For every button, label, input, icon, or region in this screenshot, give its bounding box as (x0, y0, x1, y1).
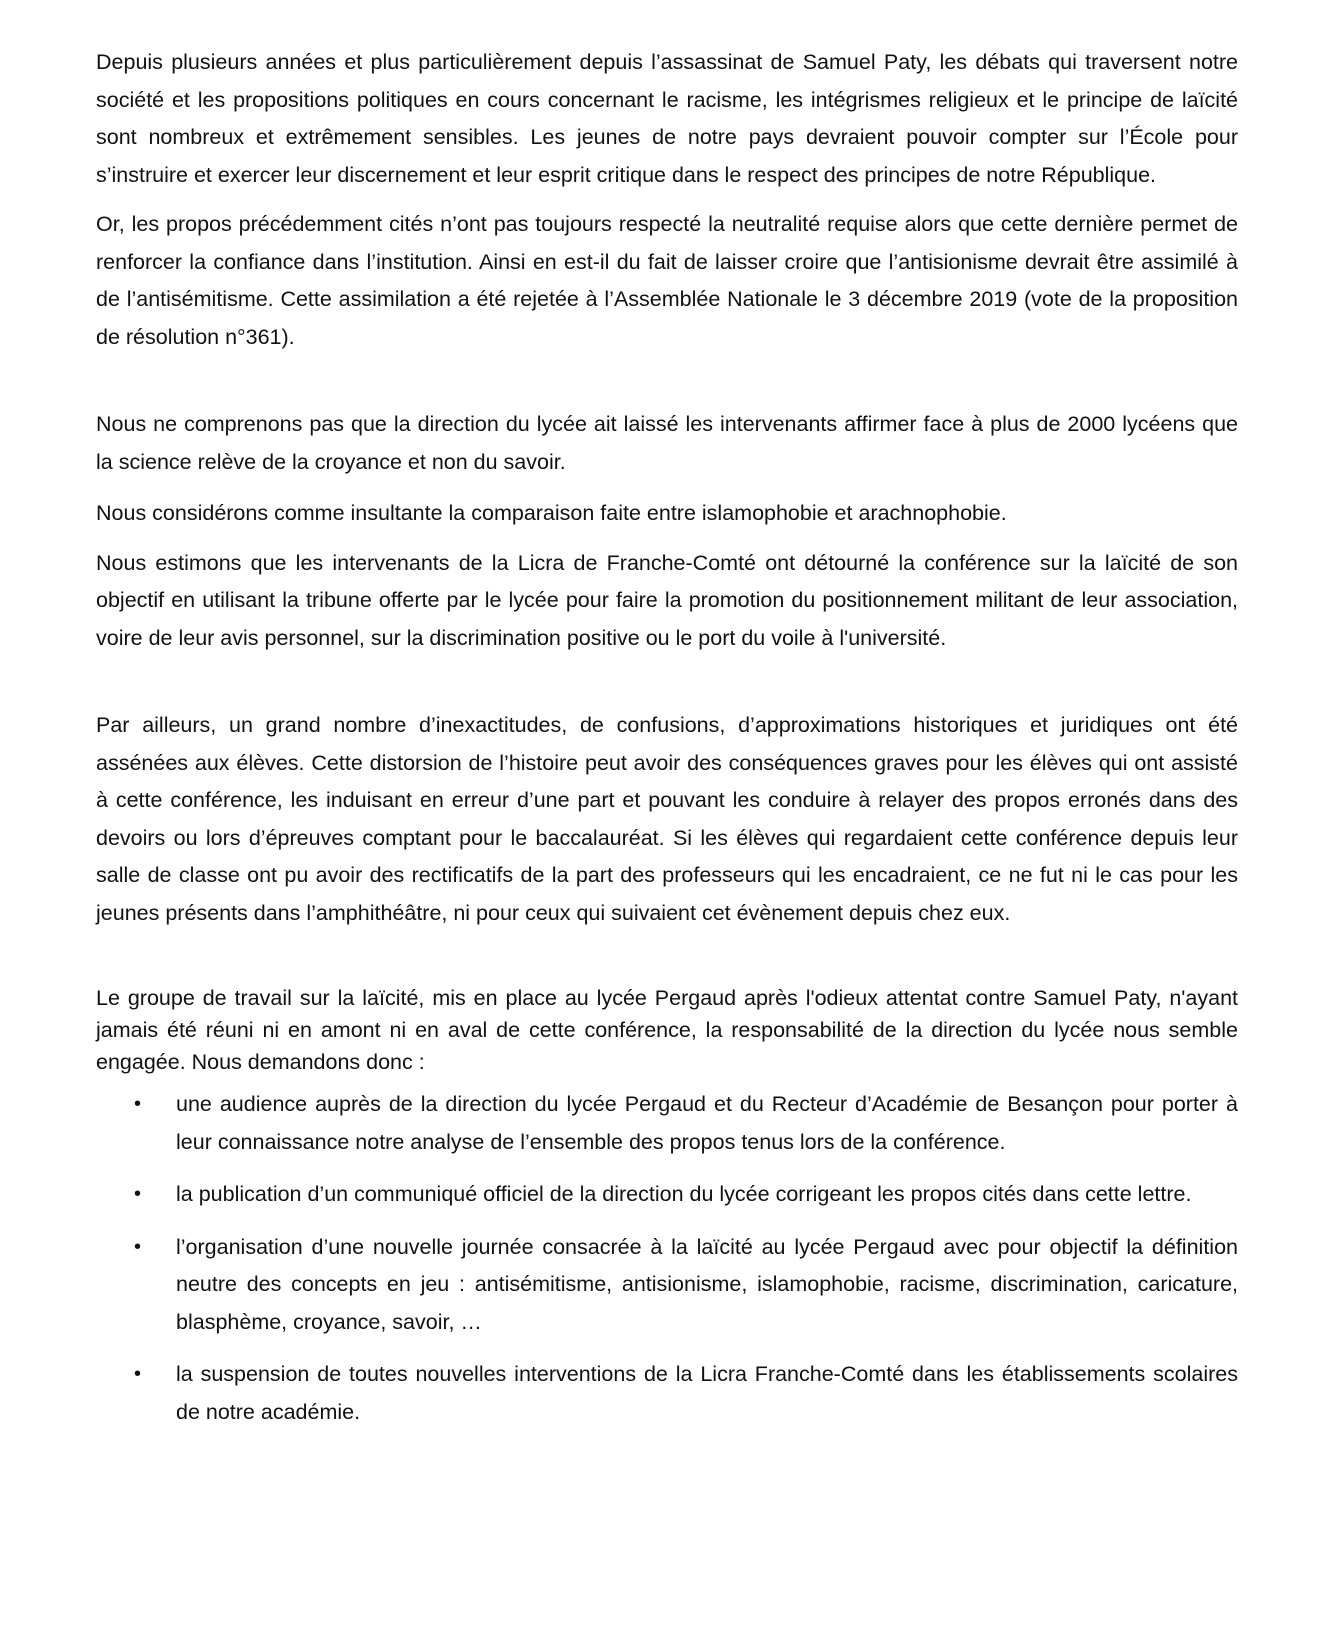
paragraph-requests-intro: Le groupe de travail sur la laïcité, mis en place au lycée Pergaud après l'odieux attentat contre Samuel Paty, n'ayant jamais été réuni ni en amont ni en aval de cette conférence, la responsabilité de la direction du lycée nous semble engagée. Nous demandons donc : (96, 986, 1238, 1074)
paragraph-neutrality: Or, les propos précédemment cités n’ont pas toujours respecté la neutralité requise alors que cette dernière permet de renforcer la confiance dans l’institution. Ainsi en est-il du fait de laisser croire que l’antisionisme devrait être assimilé à de l’antisémitisme. Cette assimilation a été rejetée à l’Assemblée Nationale le 3 décembre 2019 (vote de la proposition de résolution n°361). (96, 212, 1238, 349)
paragraph-context: Depuis plusieurs années et plus particulièrement depuis l’assassinat de Samuel Paty, les débats qui traversent notre société et les propositions politiques en cours concernant le racisme, les intégrismes religieux et le principe de laïcité sont nombreux et extrêmement sensibles. Les jeunes de notre pays devraient pouvoir compter sur l’École pour s’instruire et exercer leur discernement et leur esprit critique dans le respect des principes de notre République. (96, 50, 1238, 187)
list-item (96, 1356, 1238, 1431)
list-item-text: l’organisation d’une nouvelle journée consacrée à la laïcité au lycée Pergaud avec pour objectif la définition neutre des concepts en jeu : antisémitisme, antisionisme, islamophobie, racisme, discrimination, caricature, blasphème, croyance, savoir, … (176, 1234, 1238, 1334)
bullet-icon: • (134, 1093, 142, 1115)
bullet-icon: • (134, 1183, 142, 1205)
list-item (96, 1229, 1238, 1342)
list-item-text: une audience auprès de la direction du lycée Pergaud et du Recteur d’Académie de Besançon pour porter à leur connaissance notre analyse de l’ensemble des propos tenus lors de la conférence. (176, 1092, 1238, 1154)
list-item-text: la publication d’un communiqué officiel de la direction du lycée corrigeant les propos cités dans cette lettre. (176, 1182, 1192, 1206)
list-item (96, 1086, 1238, 1161)
bullet-icon: • (134, 1363, 142, 1385)
paragraph-inaccuracies: Par ailleurs, un grand nombre d’inexactitudes, de confusions, d’approximations historiques et juridiques ont été assénées aux élèves. Cette distorsion de l’histoire peut avoir des conséquences graves pour les élèves qui ont assisté à cette conférence, les induisant en erreur d’une part et pouvant les conduire à relayer des propos erronés dans des devoirs ou lors d’épreuves comptant pour le baccalauréat. Si les élèves qui regardaient cette conférence depuis leur salle de classe ont pu avoir des rectificatifs de la part des professeurs qui les encadraient, ce ne fut ni le cas pour les jeunes présents dans l’amphithéâtre, ni pour ceux qui suivaient cet évènement depuis chez eux. (96, 713, 1238, 925)
requests-list (96, 1086, 1238, 1431)
paragraph-science: Nous ne comprenons pas que la direction du lycée ait laissé les intervenants affirmer face à plus de 2000 lycéens que la science relève de la croyance et non du savoir. (96, 412, 1238, 474)
paragraph-comparison: Nous considérons comme insultante la comparaison faite entre islamophobie et arachnophobie. (96, 501, 1007, 525)
bullet-icon: • (134, 1235, 142, 1258)
list-item-text: la suspension de toutes nouvelles interventions de la Licra Franche-Comté dans les établissements scolaires de notre académie. (176, 1362, 1238, 1424)
list-item (96, 1176, 1238, 1214)
letter-body (96, 44, 1238, 1446)
paragraph-licra: Nous estimons que les intervenants de la Licra de Franche-Comté ont détourné la conférence sur la laïcité de son objectif en utilisant la tribune offerte par le lycée pour faire la promotion du positionnement militant de leur association, voire de leur avis personnel, sur la discrimination positive ou le port du voile à l'université. (96, 550, 1238, 650)
